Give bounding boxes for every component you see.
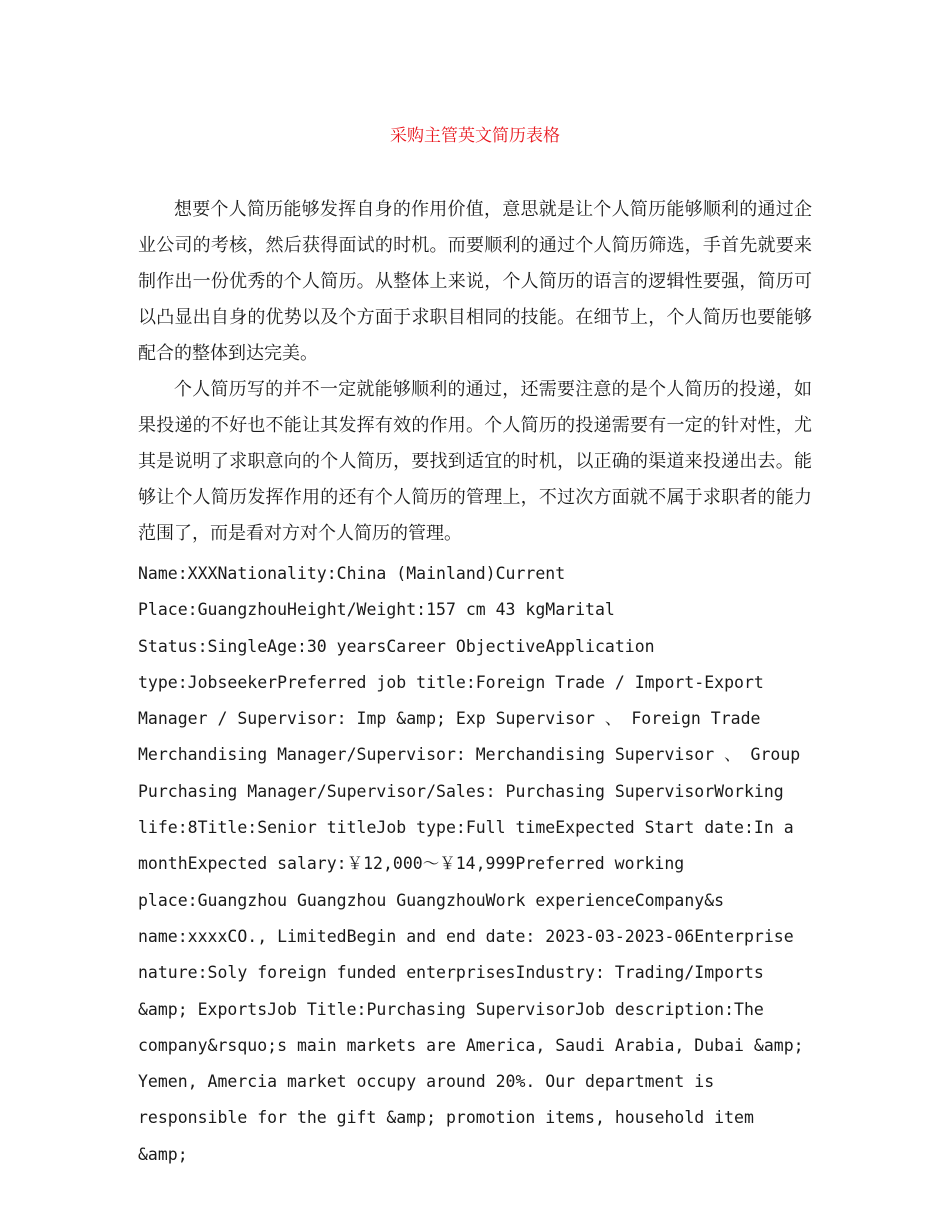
document-body <box>138 192 812 1173</box>
intro-paragraph-1: 想要个人简历能够发挥自身的作用价值，意思就是让个人简历能够顺利的通过企业公司的考核，然后获得面试的时机。而要顺利的通过个人简历筛选，手首先就要来制作出一份优秀的个人简历。从整体上来说，个人简历的语言的逻辑性要强，简历可以凸显出自身的优势以及个方面于求职目相同的技能。在细节上，个人简历也要能够配合的整体到达完美。 <box>138 199 812 364</box>
document-title: 采购主管英文简历表格 <box>390 126 560 146</box>
resume-text: Name:XXXNationality:China (Mainland)Current Place:GuangzhouHeight/Weight:157 cm 43 kgMarital Status:SingleAge:30 yearsCareer ObjectiveApplication type:JobseekerPreferred job title:Foreign Trade / Import-Export Manager / Supervisor: Imp &amp; Exp Supervisor 、 Foreign Trade Merchandising Manager/Supervisor: Merchandising Supervisor 、 Group Purchasing Manager/Supervisor/Sales: Purchasing SupervisorWorking life:8Title:Senior titleJob type:Full timeExpected Start date:In a monthExpected salary:￥12,000～￥14,999Preferred working place:Guangzhou Guangzhou GuangzhouWork experienceCompany&s name:xxxxCO., LimitedBegin and end date: 2023-03-2023-06Enterprise nature:Soly foreign funded enterprisesIndustry: Trading/Imports &amp; ExportsJob Title:Purchasing SupervisorJob description:The company&rsquo;s main markets are America, Saudi Arabia, Dubai &amp; Yemen, Amercia market occupy around 20%. Our department is responsible for the gift &amp; promotion items, household item &amp; <box>138 564 804 1164</box>
intro-paragraph-2: 个人简历写的并不一定就能够顺利的通过，还需要注意的是个人简历的投递，如果投递的不好也不能让其发挥有效的作用。个人简历的投递需要有一定的针对性，尤其是说明了求职意向的个人简历，要找到适宜的时机，以正确的渠道来投递出去。能够让个人简历发挥作用的还有个人简历的管理上，不过次方面就不属于求职者的能力范围了，而是看对方对个人简历的管理。 <box>138 379 812 544</box>
